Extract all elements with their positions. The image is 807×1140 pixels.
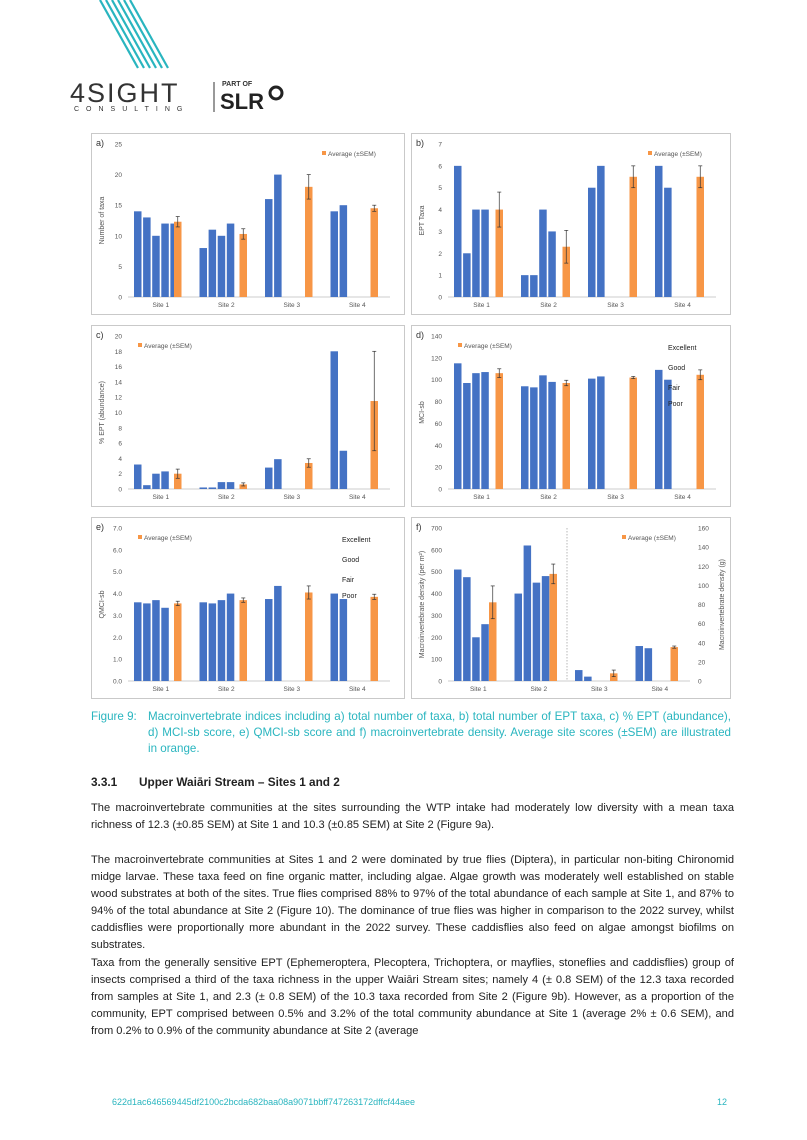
x-tick-label: Site 2 [530, 686, 548, 693]
sample-bar [636, 646, 644, 681]
y-tick-label: 6 [118, 440, 122, 448]
parent-brand: SLR [220, 89, 264, 114]
y2-tick-label: 120 [698, 563, 709, 571]
sample-bar [664, 188, 672, 297]
sample-bar [200, 602, 208, 681]
paragraph-1: The macroinvertebrate communities at the sites surrounding the WTP intake had moderately low diversity with a mean taxa richness of 12.3 (±0.85 SEM) at Site 1 and 10.3 (±0.85 SEM) at Site 2 (Figure 9a). [91, 802, 734, 831]
y-tick-label: 6.0 [112, 547, 122, 555]
y-tick-label: 20 [114, 172, 122, 180]
y-tick-label: 6 [438, 163, 442, 171]
sample-bar [274, 586, 282, 681]
average-bar [496, 373, 504, 489]
y-tick-label: 2.0 [112, 634, 122, 642]
y-tick-label: 10 [114, 410, 122, 417]
y2-tick-label: 140 [698, 544, 709, 552]
section-heading [91, 775, 340, 789]
sample-bar [521, 275, 529, 297]
chart-d [412, 326, 730, 506]
y-axis-label: Macroinvertebrate density (per m²) [419, 550, 426, 659]
sample-bar [331, 211, 339, 297]
y-tick-label: 700 [431, 525, 442, 533]
y2-tick-label: 20 [698, 659, 706, 667]
y-tick-label: 600 [431, 547, 442, 555]
y-axis-label: QMCI-sb [99, 590, 106, 619]
x-tick-label: Site 2 [540, 494, 557, 501]
y2-axis-label: Macroinvertebrate density (g) [719, 558, 726, 651]
chart-panel-a [91, 133, 405, 315]
y-tick-label: 300 [431, 612, 442, 620]
y-tick-label: 4 [438, 207, 442, 215]
sample-bar [265, 599, 273, 681]
y2-tick-label: 160 [698, 525, 709, 533]
y2-tick-label: 0 [698, 678, 702, 686]
sample-bar [152, 236, 160, 297]
x-tick-label: Site 4 [674, 494, 691, 501]
sample-bar [472, 637, 480, 681]
y-tick-label: 100 [431, 656, 442, 664]
sample-bar [152, 600, 160, 681]
y-tick-label: 100 [431, 377, 442, 385]
legend-swatch [138, 535, 142, 539]
y-tick-label: 0 [118, 486, 122, 494]
band-label: Poor [668, 401, 683, 408]
y-tick-label: 5 [118, 263, 122, 271]
sample-bar [227, 594, 235, 681]
sample-bar [472, 373, 480, 489]
y-tick-label: 140 [431, 333, 442, 341]
x-tick-label: Site 4 [348, 686, 366, 693]
sample-bar [274, 175, 282, 297]
sample-bar [548, 382, 556, 489]
sample-bar [664, 380, 672, 489]
sample-bar [481, 624, 489, 681]
sample-bar [134, 465, 142, 489]
sample-bar [274, 459, 282, 489]
y-tick-label: 0 [438, 294, 442, 302]
sample-bar [161, 471, 169, 489]
sample-bar [588, 379, 596, 489]
x-tick-label: Site 1 [473, 494, 490, 501]
logo [60, 0, 300, 120]
sample-bar [524, 545, 532, 681]
x-tick-label: Site 4 [651, 686, 669, 693]
chart-a [92, 134, 404, 314]
y-tick-label: 15 [114, 202, 122, 210]
x-tick-label: Site 3 [283, 686, 301, 693]
legend-swatch [622, 535, 626, 539]
y2-tick-label: 40 [698, 640, 706, 648]
y-tick-label: 4 [118, 455, 122, 463]
sample-bar [340, 205, 348, 297]
x-tick-label: Site 3 [607, 302, 624, 309]
legend-label: Average (±SEM) [628, 535, 676, 542]
y-tick-label: 5 [438, 185, 442, 193]
y-tick-label: 500 [431, 569, 442, 577]
chart-panel-f [411, 517, 731, 699]
band-label: Fair [342, 577, 355, 584]
sample-bar [331, 351, 339, 489]
y-tick-label: 0 [118, 294, 122, 302]
x-tick-label: Site 1 [152, 686, 170, 693]
legend-label: Average (±SEM) [654, 151, 702, 158]
sample-bar [161, 608, 169, 681]
slr-mark-icon [270, 87, 282, 99]
x-tick-label: Site 2 [217, 302, 235, 309]
average-bar [630, 378, 638, 489]
y-tick-label: 80 [434, 399, 442, 407]
sample-bar [539, 210, 547, 297]
sample-bar [655, 370, 663, 489]
sample-bar [209, 487, 217, 489]
chart-c [92, 326, 404, 506]
y-axis-label: % EPT (abundance) [99, 381, 106, 444]
sample-bar [143, 217, 151, 297]
y2-tick-label: 80 [698, 602, 706, 609]
panel-label: f) [416, 522, 422, 532]
y-tick-label: 40 [434, 442, 442, 450]
x-tick-label: Site 1 [152, 494, 170, 501]
y-axis-label: MCI-sb [419, 401, 426, 424]
section-title: Upper Waiāri Stream – Sites 1 and 2 [139, 775, 340, 789]
x-tick-label: Site 3 [590, 686, 608, 693]
y2-tick-label: 60 [698, 621, 706, 629]
legend-label: Average (±SEM) [144, 535, 192, 542]
sample-bar [340, 451, 348, 489]
chart-panel-e [91, 517, 405, 699]
x-tick-label: Site 4 [348, 302, 366, 309]
y-tick-label: 0.0 [112, 678, 122, 686]
x-tick-label: Site 2 [217, 494, 235, 501]
y-tick-label: 20 [114, 333, 122, 341]
y-axis-label: EPT Taxa [419, 205, 426, 236]
sample-bar [454, 570, 462, 681]
x-tick-label: Site 3 [283, 494, 301, 501]
y-tick-label: 0 [438, 678, 442, 686]
sample-bar [584, 677, 592, 681]
x-tick-label: Site 1 [152, 302, 170, 309]
average-bar [697, 177, 705, 297]
average-bar [240, 600, 248, 681]
paragraph-3: Taxa from the generally sensitive EPT (Ephemeroptera, Plecoptera, Trichoptera, or mayflies, stoneflies and caddisflies) group of insects comprised a third of the taxa richness in the upper Waiāri Stream sites; namely 4 (± 0.8 SEM) of the 12.3 taxa recorded from samples at Site 1, and 2.3 (± 0.8 SEM) of the 10.3 taxa recorded from Site 2 (Figure 9b). However, as a proportion of the community, EPT comprised between 0.5% and 3.2% of the total community abundance at Site 1 (average 2% ± 0.6 SEM), and from 0.2% to 0.9% of the community abundance at Site 2 (average [91, 957, 734, 1037]
chart-panel-b [411, 133, 731, 315]
part-of-label: PART OF [222, 81, 253, 88]
panel-label: d) [416, 330, 425, 340]
sample-bar [481, 372, 489, 489]
sample-bar [645, 648, 653, 681]
band-label: Excellent [342, 537, 371, 544]
sample-bar [521, 386, 529, 489]
y-tick-label: 16 [114, 364, 122, 372]
x-tick-label: Site 2 [540, 302, 557, 309]
x-tick-label: Site 4 [674, 302, 691, 309]
sample-bar [161, 224, 169, 297]
legend-swatch [322, 151, 326, 155]
sample-bar [655, 166, 663, 297]
sample-bar [454, 363, 462, 489]
figure-label: Figure 9: [91, 710, 137, 723]
y-tick-label: 8 [118, 425, 122, 433]
legend-swatch [458, 343, 462, 347]
y-tick-label: 5.0 [112, 569, 122, 577]
sample-bar [548, 231, 556, 297]
y-tick-label: 7 [438, 141, 442, 149]
sample-bar [218, 482, 226, 489]
band-label: Poor [342, 593, 357, 600]
average-bar [630, 177, 638, 297]
page-number: 12 [717, 1097, 728, 1107]
sample-bar [597, 166, 605, 297]
y-tick-label: 14 [114, 379, 122, 387]
y-tick-label: 7.0 [112, 525, 122, 533]
panel-label: c) [96, 330, 104, 340]
brand-subtitle: CONSULTING [74, 106, 190, 113]
x-tick-label: Site 2 [217, 686, 235, 693]
average-bar [240, 234, 248, 297]
sample-bar [152, 474, 160, 489]
legend-swatch [138, 343, 142, 347]
sample-bar [530, 275, 538, 297]
chart-panel-c [91, 325, 405, 507]
document-hash: 622d1ac646569445df2100c2bcda682baa08a9071bbff747263172dffcf44aee [112, 1097, 415, 1107]
y-tick-label: 25 [114, 141, 122, 149]
sample-bar [227, 224, 235, 297]
sample-bar [143, 485, 151, 489]
average-bar [305, 187, 313, 297]
y-tick-label: 2 [118, 471, 122, 479]
y-tick-label: 20 [434, 464, 442, 472]
section-number: 3.3.1 [91, 775, 118, 789]
figure-caption-text: Macroinvertebrate indices including a) total number of taxa, b) total number of EPT taxa, c) % EPT (abundance), d) MCI-sb score, e) QMCI-sb score and f) macroinvertebrate density. Average site scores (±SEM) are illustrated in orange. [148, 710, 731, 755]
sample-bar [227, 482, 235, 489]
sample-bar [218, 600, 226, 681]
y-tick-label: 18 [114, 348, 122, 356]
paragraph-2: The macroinvertebrate communities at Sites 1 and 2 were dominated by true flies (Diptera), in particular non-biting Chironomid midge larvae. These taxa feed on fine organic matter, including algae. Algae growth was moderately well established on stable wood substrates at both of the sites. True flies comprised 88% to 97% of the total abundance of each sample at Site 1, and 87% to 94% of the total abundance at Site 2 (Figure 10). The dominance of true flies was higher in comparison to the 2022 survey, whilst caddisflies were proportionally more abundant in the 2022 survey. These caddisflies also feed on algae amongst biofilms on substrates. [91, 854, 734, 951]
sample-bar [209, 603, 217, 681]
y-tick-label: 3.0 [112, 612, 122, 620]
average-bar [671, 647, 679, 681]
y-tick-label: 4.0 [112, 591, 122, 599]
y-tick-label: 400 [431, 591, 442, 599]
sample-bar [134, 211, 142, 297]
x-tick-label: Site 4 [348, 494, 366, 501]
panel-label: a) [96, 138, 105, 148]
sample-bar [530, 387, 538, 489]
chart-e [92, 518, 404, 698]
panel-label: e) [96, 522, 105, 532]
sample-bar [209, 230, 217, 297]
average-bar [563, 383, 571, 489]
sample-bar [463, 253, 471, 297]
sample-bar [331, 594, 339, 681]
x-tick-label: Site 1 [469, 686, 487, 693]
sample-bar [134, 602, 142, 681]
band-label: Excellent [668, 345, 697, 352]
chart-f [412, 518, 730, 698]
x-tick-label: Site 3 [283, 302, 301, 309]
band-label: Good [668, 365, 686, 372]
y-tick-label: 10 [114, 233, 122, 241]
legend-label: Average (±SEM) [464, 343, 512, 350]
average-bar [305, 592, 313, 681]
legend-label: Average (±SEM) [144, 343, 192, 350]
sample-bar [588, 188, 596, 297]
sample-bar [575, 670, 583, 681]
sample-bar [200, 487, 208, 489]
average-bar [697, 375, 705, 489]
sample-bar [463, 577, 471, 681]
sample-bar [597, 376, 605, 489]
y-tick-label: 60 [434, 420, 442, 428]
sample-bar [481, 210, 489, 297]
y2-tick-label: 100 [698, 582, 709, 590]
sample-bar [533, 583, 541, 681]
sample-bar [340, 599, 348, 681]
x-tick-label: Site 3 [607, 494, 624, 501]
sample-bar [265, 199, 273, 297]
legend-label: Average (±SEM) [328, 151, 376, 158]
average-bar [371, 208, 379, 297]
sample-bar [265, 468, 273, 489]
y-tick-label: 3 [438, 228, 442, 236]
chart-b [412, 134, 730, 314]
y-tick-label: 120 [431, 355, 442, 363]
y-tick-label: 12 [114, 394, 122, 402]
x-tick-label: Site 1 [473, 302, 490, 309]
brand-name: 4SIGHT [70, 78, 180, 108]
sample-bar [200, 248, 208, 297]
sample-bar [542, 576, 550, 681]
y-tick-label: 200 [431, 634, 442, 642]
sample-bar [143, 603, 151, 681]
y-tick-label: 1 [438, 272, 442, 280]
y-tick-label: 1.0 [112, 656, 122, 664]
panel-label: b) [416, 138, 425, 148]
sample-bar [218, 236, 226, 297]
sample-bar [472, 210, 480, 297]
average-bar [174, 222, 182, 297]
average-bar [371, 597, 379, 681]
chart-panel-d [411, 325, 731, 507]
y-tick-label: 0 [438, 486, 442, 494]
average-bar [550, 574, 558, 681]
legend-swatch [648, 151, 652, 155]
sample-bar [454, 166, 462, 297]
band-label: Fair [668, 385, 681, 392]
sample-bar [463, 383, 471, 489]
sample-bar [539, 375, 547, 489]
sample-bar [515, 594, 523, 681]
y-tick-label: 2 [438, 250, 442, 258]
y-axis-label: Number of taxa [99, 196, 106, 245]
average-bar [174, 603, 182, 681]
band-label: Good [342, 557, 360, 564]
